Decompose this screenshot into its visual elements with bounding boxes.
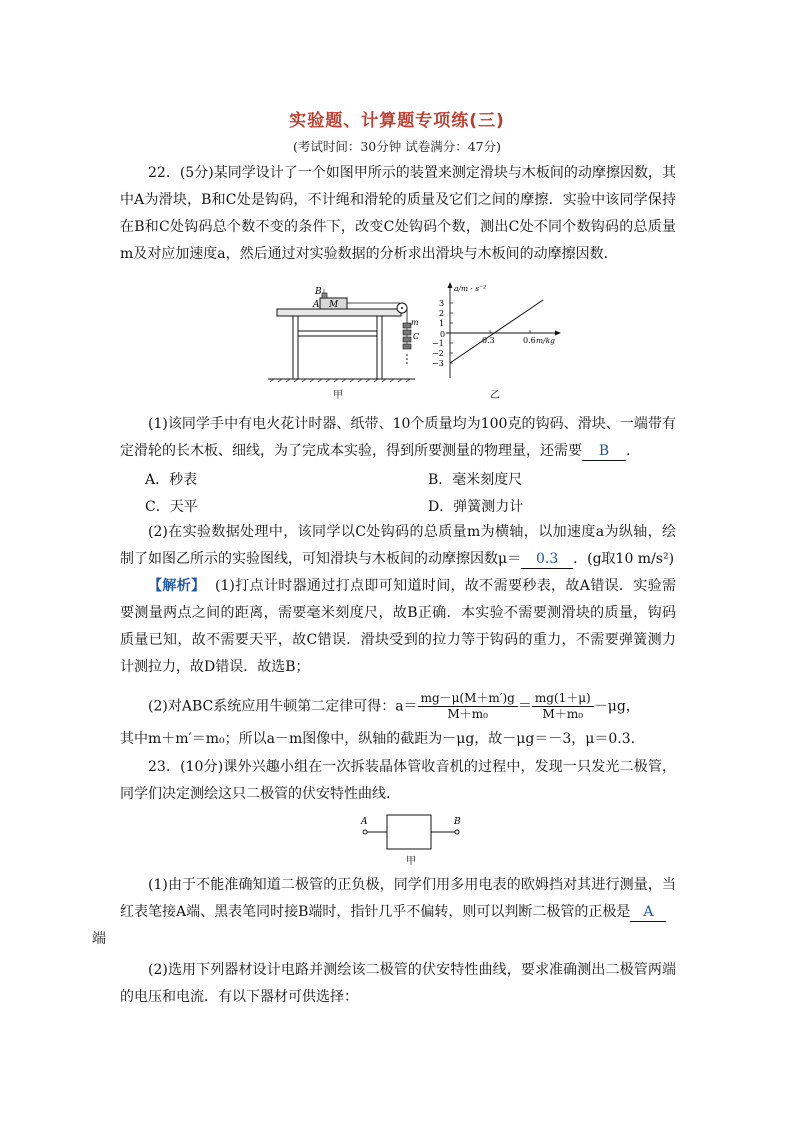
q23-part1-end: 端 (92, 931, 106, 947)
terminal-b-label: B (454, 817, 461, 827)
ytick-2: 2 (439, 309, 445, 318)
q23-part2: (2)选用下列器材设计电路并测绘该二极管的伏安特性曲线，要求准确测出二极管两端的电压和电流．有以下器材可供选择： (120, 962, 676, 1005)
ytick-m2: −2 (432, 349, 444, 358)
page-title: 实验题、计算题专项练(三) (289, 111, 505, 131)
fraction-1 (418, 691, 518, 722)
ytick-3: 3 (439, 299, 445, 308)
q23-caption-jia: 甲 (406, 856, 416, 867)
q23-stem: 23．(10分)课外兴趣小组在一次拆装晶体管收音机的过程中，发现一只发光二极管，同学们决定测绘这只二极管的伏安特性曲线． (120, 759, 676, 802)
q23-part1 (92, 872, 676, 953)
frac1-num: mg－μ(M＋m′)g (418, 691, 518, 707)
label-big-m: M (329, 300, 339, 310)
option-a: A．秒表 (145, 472, 198, 488)
q22-stem: 22．(5分)某同学设计了一个如图甲所示的装置来测定滑块与木板间的动摩擦因数，其中A为滑块，B和C处是钩码，不计绳和滑轮的质量及它们之间的摩擦．实验中该同学保持在B和C处钩码总个数不变的条件下，改变C处钩码个数，测出C处不同个数钩码的总质量m及对应加速度a，然后通过对实验数据的分析求出滑块与木板间的动摩擦因数． (120, 165, 676, 262)
label-m: m (411, 318, 419, 327)
caption-jia: 甲 (333, 390, 343, 401)
option-b: B．毫米刻度尺 (428, 472, 523, 488)
q22-analysis1 (120, 573, 676, 681)
analysis-text1: (1)打点计时器通过打点即可知道时间，故不需要秒表，故A错误．实验需要测量两点之间的距离，需要毫米刻度尺，故B正确．本实验不需要测滑块的质量，钩码质量已知，故不需要天平，故C错误．滑块受到的拉力等于钩码的重力，不需要弹簧测力计测拉力，故D错误．故选B； (120, 578, 676, 675)
terminal-a-label: A (361, 817, 368, 827)
q22-analysis2 (120, 691, 676, 722)
ytick-1: 1 (439, 319, 445, 328)
q22-answer2: 0.3 (521, 550, 573, 569)
ytick-m3: −3 (432, 359, 444, 368)
q23-answer1: A (630, 903, 666, 922)
q22-part2-post: ．(g取10 m/s²) (573, 551, 675, 567)
analysis2-pre: (2)对ABC系统应用牛顿第二定律可得：a＝ (148, 698, 418, 715)
fraction-2 (532, 691, 594, 722)
q23-part1-text: (1)由于不能准确知道二极管的正负极，同学们用多用电表的欧姆挡对其进行测量，当红表笔接A端、黑表笔同时接B端时，指针几乎不偏转，则可以判断二极管的正极是 (120, 877, 676, 920)
q22-figure-graph (426, 280, 576, 384)
q22-part1-text: (1)该同学手中有电火花计时器、纸带、10个质量均为100克的钩码、滑块、一端带有定滑轮的长木板、细线，为了完成本实验，得到所要测量的物理量，还需要 (120, 416, 676, 459)
xtick-06: 0.6 (523, 336, 536, 345)
q22-answer1: B (582, 442, 626, 461)
xtick-03: 0.3 (482, 336, 495, 345)
q22-figure-apparatus (265, 283, 425, 383)
label-a: A (313, 300, 320, 310)
q22-part2-text: (2)在实验数据处理中，该同学以C处钩码的总质量m为横轴，以加速度a为纵轴，绘制了如图乙所示的实验图线，可知滑块与木板间的动摩擦因数μ＝ (120, 524, 676, 567)
equals-sign: ＝ (517, 698, 532, 715)
analysis2-tail: －μg， (593, 698, 640, 715)
label-c: C (413, 332, 420, 341)
caption-yi: 乙 (490, 390, 500, 401)
label-b: B (315, 287, 322, 297)
q22-analysis3: 其中m＋m′＝m₀；所以a－m图像中，纵轴的截距为－μg，故－μg＝－3，μ＝0.3. (120, 731, 636, 747)
ytick-m1: −1 (432, 339, 444, 348)
q22-part2 (120, 519, 676, 573)
q22-part1-end: ． (626, 443, 640, 459)
exam-info: (考试时间：30分钟 试卷满分：47分) (292, 139, 502, 154)
graph-ylabel: a/m · s⁻² (454, 284, 487, 293)
graph-xlabel: m/kg (536, 336, 555, 345)
frac2-num: mg(1＋μ) (532, 691, 594, 707)
frac1-den: M＋m₀ (447, 707, 488, 721)
q23-figure-diode-box (355, 812, 467, 852)
option-d: D．弹簧测力计 (428, 499, 524, 515)
option-c: C．天平 (145, 499, 198, 515)
q22-part1 (120, 411, 676, 465)
analysis-tag: 【解析】 (148, 578, 206, 594)
origin-label: 0 (440, 330, 446, 339)
frac2-den: M＋m₀ (542, 707, 584, 721)
